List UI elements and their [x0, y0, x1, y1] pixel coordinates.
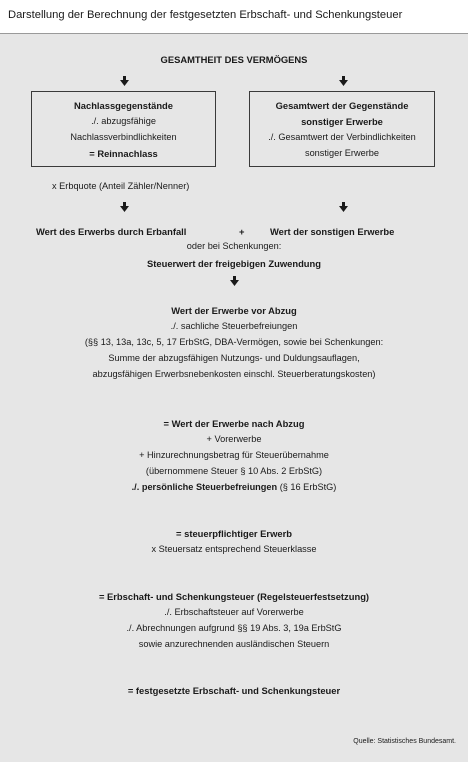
block1-line: ./. sachliche Steuerbefreiungen	[170, 321, 298, 331]
block2-title: = Wert der Erwerbe nach Abzug	[163, 418, 305, 429]
right-box-line: ./. Gesamtwert der Verbindlichkeiten	[268, 132, 416, 142]
arrow-down-icon	[339, 202, 348, 212]
block2-line	[0, 481, 468, 494]
top-heading: GESAMTHEIT DES VERMÖGENS	[160, 54, 308, 65]
arrow-down-icon	[230, 276, 239, 286]
block3-line: x Steuersatz entsprechend Steuerklasse	[151, 544, 317, 554]
block2-last-normal: (§ 16 ErbStG)	[277, 482, 337, 492]
left-box-line: = Reinnachlass	[89, 148, 158, 159]
diagram-panel	[0, 34, 468, 762]
block4-line: ./. Abrechnungen aufgrund §§ 19 Abs. 3, 19a ErbStG	[126, 623, 342, 633]
block2-line: + Vorerwerbe	[206, 434, 262, 444]
arrow-down-icon	[120, 202, 129, 212]
gift-or: oder bei Schenkungen:	[186, 241, 282, 251]
combine-right: Wert der sonstigen Erwerbe	[270, 226, 395, 237]
right-box-line: sonstiger Erwerbe	[304, 148, 380, 158]
final-result: = festgesetzte Erbschaft- und Schenkungsteuer	[127, 685, 341, 696]
gift-value: Steuerwert der freigebigen Zuwendung	[147, 258, 321, 269]
right-box-line: Gesamtwert der Gegenstände	[275, 100, 409, 111]
block2-last-bold: ./. persönliche Steuerbefreiungen	[131, 482, 278, 492]
arrow-down-icon	[339, 76, 348, 86]
block1-title: Wert der Erwerbe vor Abzug	[171, 305, 297, 316]
quota-note: x Erbquote (Anteil Zähler/Nenner)	[52, 181, 190, 191]
block3-title: = steuerpflichtiger Erwerb	[176, 528, 292, 539]
block1-line: Summe der abzugsfähigen Nutzungs- und Duldungsauflagen,	[108, 353, 360, 363]
block2-line: (übernommene Steuer § 10 Abs. 2 ErbStG)	[145, 466, 323, 476]
block2-line: + Hinzurechnungsbetrag für Steuerübernahme	[139, 450, 329, 460]
arrow-down-icon	[120, 76, 129, 86]
block4-line: sowie anzurechnenden ausländischen Steuern	[138, 639, 330, 649]
left-box-line: ./. abzugsfähige	[91, 116, 156, 126]
combine-plus: +	[239, 226, 245, 237]
block4-title: = Erbschaft- und Schenkungsteuer (Regelsteuerfestsetzung)	[98, 591, 370, 602]
page-title: Darstellung der Berechnung der festgesetzten Erbschaft- und Schenkungsteuer	[8, 9, 403, 21]
source-note: Quelle: Statistisches Bundesamt.	[353, 738, 456, 745]
left-box-line: Nachlassverbindlichkeiten	[70, 132, 177, 142]
right-box-line: sonstiger Erwerbe	[301, 116, 383, 127]
header	[0, 0, 468, 34]
block1-line: abzugsfähigen Erwerbsnebenkosten einschl. Steuerberatungskosten)	[92, 369, 376, 379]
combine-left: Wert des Erwerbs durch Erbanfall	[36, 226, 187, 237]
left-box	[31, 91, 216, 167]
block4-line: ./. Erbschaftsteuer auf Vorerwerbe	[164, 607, 304, 617]
right-box	[249, 91, 435, 167]
left-box-line: Nachlassgegenstände	[74, 100, 173, 111]
block1-line: (§§ 13, 13a, 13c, 5, 17 ErbStG, DBA-Vermögen, sowie bei Schenkungen:	[84, 337, 384, 347]
